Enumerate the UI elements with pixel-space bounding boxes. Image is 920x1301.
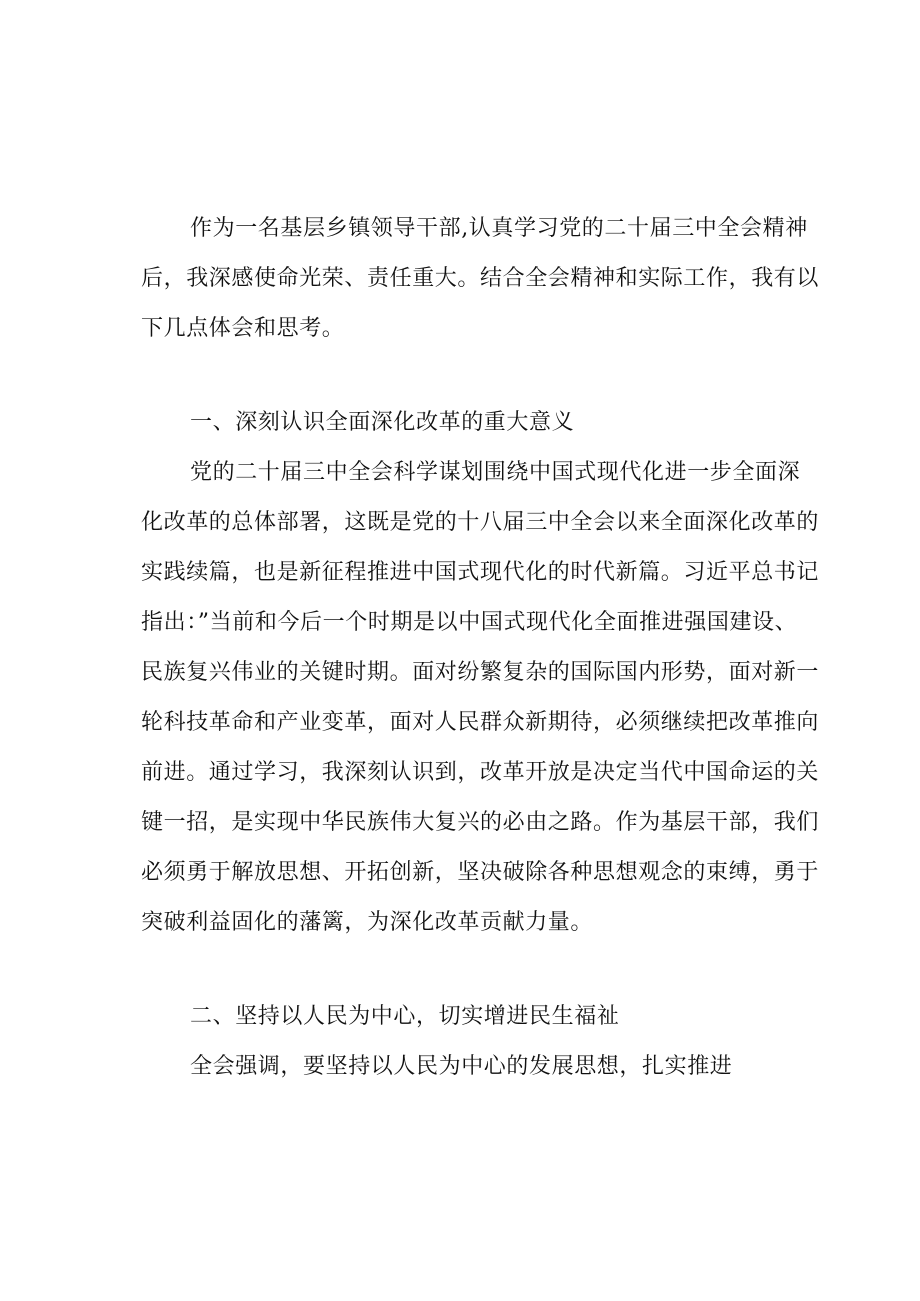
intro-line-2: 后，我深感使命光荣、责任重大。结合全会精神和实际工作，我有以 (141, 266, 820, 291)
section-1-line-6: 轮科技革命和产业变革，面对人民群众新期待，必须继续把改革推向 (141, 710, 820, 735)
section-1-line-9: 必须勇于解放思想、开拓创新，坚决破除各种思想观念的束缚，勇于 (141, 860, 820, 885)
section-1-line-2: 化改革的总体部署，这既是党的十八届三中全会以来全面深化改革的 (141, 510, 820, 535)
section-1-line-3: 实践续篇，也是新征程推进中国式现代化的时代新篇。习近平总书记 (141, 560, 820, 585)
section-1-line-10: 突破利益固化的藩篱，为深化改革贡献力量。 (141, 910, 594, 935)
section-1-line-4: 指出：”当前和今后一个时期是以中国式现代化全面推进强国建设、 (141, 610, 798, 635)
section-1-line-5: 民族复兴伟业的关键时期。面对纷繁复杂的国际国内形势，面对新一 (141, 660, 820, 685)
section-2-heading: 二、坚持以人民为中心，切实增进民生福祉 (190, 1004, 620, 1029)
section-1-line-8: 键一招，是实现中华民族伟大复兴的必由之路。作为基层干部，我们 (141, 810, 820, 835)
intro-line-1: 作为一名基层乡镇领导干部,认真学习党的二十届三中全会精神 (190, 216, 808, 241)
section-1-heading: 一、深刻认识全面深化改革的重大意义 (190, 410, 575, 435)
section-1-line-7: 前进。通过学习，我深刻认识到，改革开放是决定当代中国命运的关 (141, 760, 820, 785)
section-2-line-1: 全会强调，要坚持以人民为中心的发展思想，扎实推进 (190, 1054, 733, 1079)
intro-line-3: 下几点体会和思考。 (141, 316, 345, 341)
section-1-line-1: 党的二十届三中全会科学谋划围绕中国式现代化进一步全面深 (190, 460, 801, 485)
